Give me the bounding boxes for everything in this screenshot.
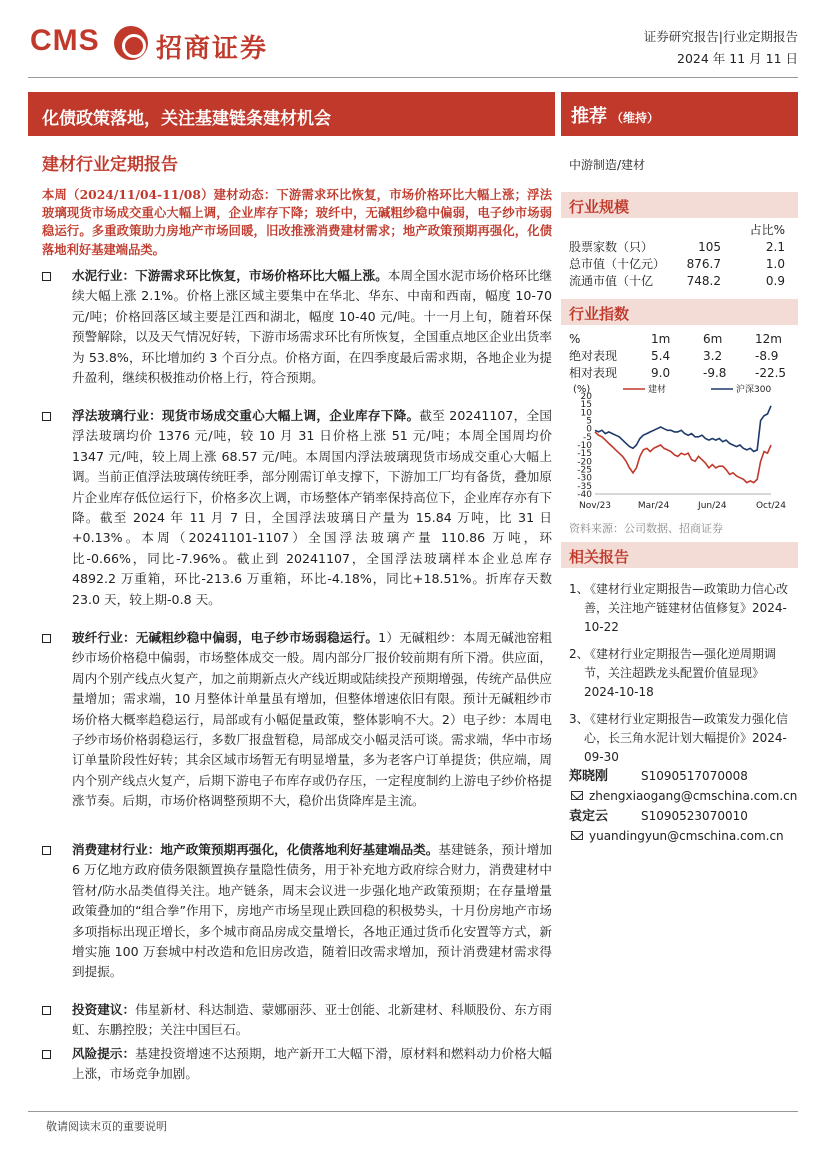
perf-header-6m: 6m xyxy=(703,332,723,346)
bullet-lead: 浮法玻璃行业：现货市场成交重心大幅上调，企业库存下降。 xyxy=(72,408,420,423)
section-index-title: 行业指数 xyxy=(561,299,798,325)
industry-tag: 中游制造/建材 xyxy=(569,158,646,172)
report-link[interactable]: 《建材行业定期报告—政策助力信心改善，关注地产链建材估值修复》2024-10-22 xyxy=(584,582,789,634)
checkbox-bullet-icon xyxy=(42,1050,51,1059)
logo-cms-text: CMS xyxy=(30,24,100,57)
bullet-body: 截至 20241107，全国浮法玻璃均价 1376 元/吨，较 10 月 31 日价格上涨 51 元/吨；本周全国周均价 1347 元/吨，较上周上涨 68.57 元/吨。本周国内浮法玻璃现货市场成交重心大幅上调。当前正值浮法玻璃传统旺季，部分刚需订单支撑下，下游加工厂均有备货，叠加原片企业库存低位运行下，价格多次上调，市场整体产销率保持高位下，企业库存亦有下降。截至 2024 年 11 月 7 日，全国浮法玻璃日产量为 15.84 万吨，比 31 日+0.13%。本周（20241101-1107）全国浮法玻璃产量 110.86 万吨，环比-0.66%，同比-7.96%。截止到 20241107，全国浮法玻璃样本企业总库存 4892.2 万重箱，环比-213.6 万重箱，环比-4.18%，同比+18.51%。折库存天数 23.0 天，较上期-0.8 天。 xyxy=(72,408,553,607)
chart-lines xyxy=(595,406,771,483)
row-label: 总市值（十亿元） xyxy=(569,257,666,271)
chart-source: 资料来源：公司数据、招商证券 xyxy=(569,522,723,535)
bullet-investment xyxy=(42,1000,552,1041)
bullet-lead: 风险提示： xyxy=(72,1046,136,1061)
report-link[interactable]: 《建材行业定期报告—强化逆周期调节，关注超跌龙头配置价值显现》2024-10-18 xyxy=(584,647,777,699)
section-related-title: 相关报告 xyxy=(561,542,798,568)
row-label: 相对表现 xyxy=(569,366,618,380)
mail-icon xyxy=(571,791,583,800)
perf-header-1m: 1m xyxy=(651,332,671,346)
report-title: 化债政策落地，关注基建链条建材机会 xyxy=(28,92,555,136)
bullet-fiberglass xyxy=(42,628,552,812)
footer-divider xyxy=(28,1111,798,1112)
analyst-info xyxy=(569,766,798,846)
y-tick-label: -5 xyxy=(583,432,592,443)
report-num: 2、 xyxy=(569,647,589,661)
perf-header-row xyxy=(569,331,795,348)
row-label: 流通市值（十亿 xyxy=(569,274,654,288)
rating-box xyxy=(561,92,798,136)
table-row xyxy=(569,256,795,273)
mail-icon xyxy=(571,831,583,840)
section-scale-title: 行业规模 xyxy=(561,192,798,218)
checkbox-bullet-icon xyxy=(42,846,51,855)
bullet-lead: 水泥行业：下游需求环比恢复，市场价格环比大幅上涨。 xyxy=(72,268,388,283)
chart-yticks xyxy=(577,392,592,500)
y-tick-label: -15 xyxy=(577,449,592,460)
report-num: 1、 xyxy=(569,582,589,596)
header-divider xyxy=(28,77,798,78)
list-item[interactable] xyxy=(569,645,795,702)
performance-table xyxy=(569,331,795,382)
related-reports xyxy=(569,580,795,775)
table-row xyxy=(569,365,795,382)
y-tick-label: -35 xyxy=(577,481,592,492)
analyst-row xyxy=(569,806,795,826)
analyst-name: 郑晓刚 xyxy=(569,769,609,784)
company-logo xyxy=(30,22,290,66)
scale-header-row xyxy=(569,222,795,239)
logo-company-name: 招商证券 xyxy=(156,34,269,64)
row-pct: 2.1 xyxy=(765,240,785,254)
list-item[interactable] xyxy=(569,710,795,767)
analyst-row xyxy=(569,766,795,786)
table-row xyxy=(569,239,795,256)
y-tick-label: 20 xyxy=(580,392,592,402)
chart-svg xyxy=(565,382,797,518)
bullet-body: 1）无碱粗纱：本周无碱池窑粗纱市场价格稳中偏弱，市场整体成交一般。周内部分厂报价较前期有所下滑。供应面，周内个别产线点火复产，加之前期新点火产线近期或陆续投产预期增强，传统产品供应量增加；需求端，10 月整体计单量虽有增加，但整体增速依旧有限。预计无碱粗纱市场价格大概率趋稳运行，局部或有小幅促量政策，整体影响不大。2）电子纱：本周电子纱市场价格弱稳运行，多数厂报盘暂稳，局部成交小幅灵活可谈。需求端，华中市场订单量阶段性好转；其余区域市场暂无有明显增量，多为老客户订单提货；供应端，周内个别产线点火复产，后期下游电子布库存或仍存压，一定程度制约上游电子纱价格提涨节奏。后期，市场价格调整预期不大，稳价出货降库是主流。 xyxy=(72,630,553,809)
x-tick-label: Jun/24 xyxy=(698,501,727,511)
index-line-chart xyxy=(565,382,797,518)
row-value: 105 xyxy=(698,240,721,254)
analyst-name: 袁定云 xyxy=(569,809,609,824)
bullet-lead: 投资建议： xyxy=(72,1002,136,1017)
row-label: 绝对表现 xyxy=(569,349,618,363)
bullet-risk xyxy=(42,1044,552,1085)
analyst-email-row[interactable] xyxy=(569,786,798,806)
row-value: 876.7 xyxy=(686,257,721,271)
y-tick-label: -40 xyxy=(577,490,592,500)
checkbox-bullet-icon xyxy=(42,412,51,421)
bullet-body: 伟星新材、科达制造、蒙娜丽莎、亚士创能、北新建材、科顺股份、东方雨虹、东鹏控股；关注中国巨石。 xyxy=(72,1002,553,1038)
row-1m: 9.0 xyxy=(651,366,671,380)
list-item[interactable] xyxy=(569,580,795,637)
row-12m: -22.5 xyxy=(755,366,787,380)
y-tick-label: -20 xyxy=(577,457,592,468)
y-tick-label: 0 xyxy=(586,424,592,435)
row-6m: -9.8 xyxy=(703,366,727,380)
scale-table xyxy=(569,222,795,290)
x-tick-label: Mar/24 xyxy=(637,501,670,511)
report-subtitle: 建材行业定期报告 xyxy=(42,155,178,175)
y-tick-label: -10 xyxy=(577,441,592,451)
analyst-email[interactable]: yuandingyun@cmschina.com.cn xyxy=(589,829,784,843)
row-pct: 1.0 xyxy=(765,257,785,271)
y-tick-label: -25 xyxy=(577,465,592,476)
logo-badge-icon xyxy=(114,26,148,60)
table-row xyxy=(569,348,795,365)
bullet-body: 本周全国水泥市场价格环比继续大幅上涨 2.1%。价格上涨区域主要集中在华北、华东、中南和西南，幅度 10-70 元/吨；价格回落区域主要是江西和湖北，幅度 10-40 元/吨。十一月上旬，随着环保预警解除，以及天气情况好转，下游市场需求环比有所恢复，全国重点地区企业出货率为 53.8%，环比增加约 3 个百分点。价格方面，在四季度最后需求期，各地企业为提升盈利，继续积极推动价格上行，符合预期。 xyxy=(72,268,553,386)
checkbox-bullet-icon xyxy=(42,634,51,643)
bullet-lead: 消费建材行业：地产政策预期再强化，化债落地利好基建端品类。 xyxy=(72,842,439,857)
x-tick-label: Nov/23 xyxy=(578,501,612,511)
header-meta xyxy=(644,26,798,70)
x-tick-label: Oct/24 xyxy=(755,501,787,511)
chart-legend xyxy=(623,383,771,395)
analyst-id: S1090517070008 xyxy=(641,769,748,783)
perf-header-label: % xyxy=(569,332,581,346)
report-link[interactable]: 《建材行业定期报告—政策发力强化信心，长三角水泥计划大幅提价》2024-09-30 xyxy=(584,712,789,764)
report-num: 3、 xyxy=(569,712,589,726)
checkbox-bullet-icon xyxy=(42,1006,51,1015)
series-line-1 xyxy=(595,406,771,452)
chart-xticks xyxy=(579,494,786,511)
analyst-email[interactable]: zhengxiaogang@cmschina.com.cn xyxy=(589,789,798,803)
report-type: 证券研究报告|行业定期报告 xyxy=(643,29,798,44)
row-6m: 3.2 xyxy=(703,349,723,363)
bullet-body: 基建投资增速不达预期，地产新开工大幅下滑，原材料和燃料动力价格大幅上涨，市场竞争加剧。 xyxy=(72,1046,553,1082)
chart-ylabel: (%) xyxy=(573,384,591,395)
analyst-id: S1090523070010 xyxy=(641,809,748,823)
y-tick-label: 5 xyxy=(586,416,592,427)
y-tick-label: -30 xyxy=(577,473,592,484)
analyst-email-row[interactable] xyxy=(569,826,795,846)
rating-sub: （维持） xyxy=(611,111,660,125)
table-row xyxy=(569,273,795,290)
checkbox-bullet-icon xyxy=(42,272,51,281)
legend-label: 沪深300 xyxy=(736,385,772,395)
row-label: 股票家数（只） xyxy=(569,240,654,254)
legend-label: 建材 xyxy=(648,385,667,395)
bullet-body: 基建链条，预计增加 6 万亿地方政府债务限额置换存量隐性债务，用于补充地方政府综合财力，消费建材中管材/防水品类值得关注。地产链条，周末会议进一步强化地产政策预期；在存量增量政策叠加的“组合拳”作用下，房地产市场呈现止跌回稳的积极势头，十月份房地产市场多项指标出现正增长，多个城市商品房成交量增长，各地正通过货币化安置等方式，新增实施 100 万套城中村改造和危旧房改造，随着旧改需求增加，预计消费建材需求得到提振。 xyxy=(72,842,553,980)
bullet-cement xyxy=(42,266,552,388)
row-1m: 5.4 xyxy=(651,349,671,363)
bullet-glass xyxy=(42,406,552,610)
y-tick-label: 10 xyxy=(580,408,592,419)
bullet-lead: 玻纤行业：无碱粗纱稳中偏弱，电子纱市场弱稳运行。 xyxy=(72,630,379,645)
row-value: 748.2 xyxy=(686,274,721,288)
report-date: 2024 年 11 月 11 日 xyxy=(677,51,798,66)
perf-header-12m: 12m xyxy=(755,332,782,346)
bullet-consumer-materials xyxy=(42,840,552,983)
y-tick-label: 15 xyxy=(580,400,592,411)
scale-pct-header: 占比% xyxy=(749,223,785,237)
weekly-summary: 本周（2024/11/04-11/08）建材动态：下游需求环比恢复，市场价格环比大幅上涨；浮法玻璃现货市场成交重心大幅上调，企业库存下降；玻纤中，无碱粗纱稳中偏弱，电子纱市场弱稳运行。多重政策助力房地产市场回暖，旧改推涨消费建材需求；地产政策预期再强化，化债落地利好基建端品类。 xyxy=(42,187,552,257)
footer-note: 敬请阅读末页的重要说明 xyxy=(46,1120,167,1133)
rating-main: 推荐 xyxy=(571,106,607,127)
row-12m: -8.9 xyxy=(755,349,779,363)
row-pct: 0.9 xyxy=(765,274,785,288)
